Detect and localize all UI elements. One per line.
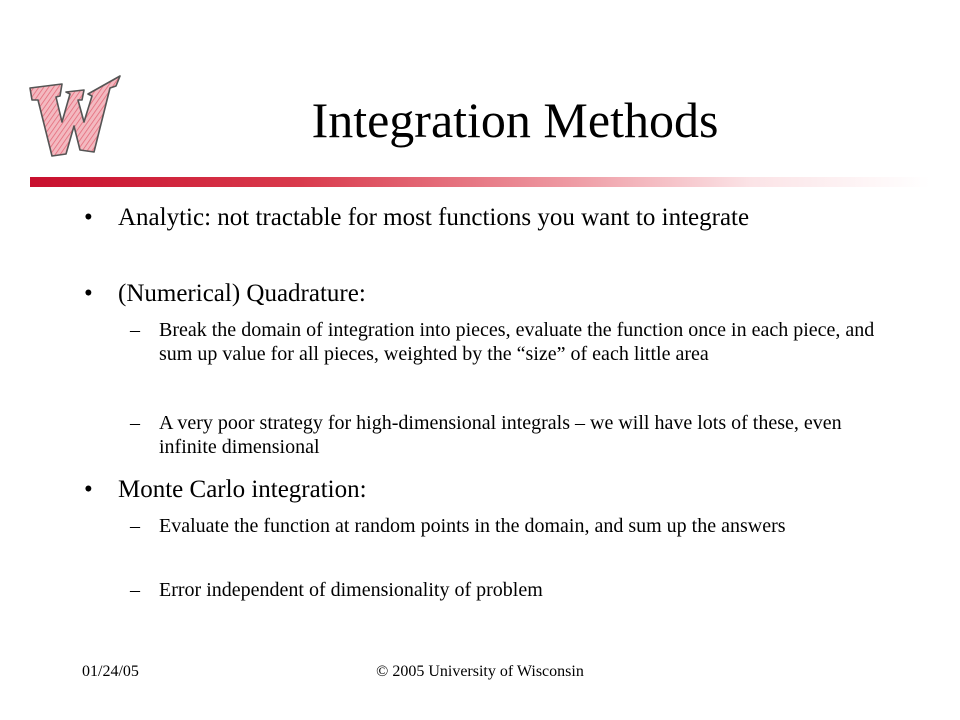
sub-bullet-marker: –	[130, 319, 140, 341]
bullet-marker: •	[84, 280, 93, 307]
sub-bullet-marker: –	[130, 515, 140, 537]
sub-bullet-marker: –	[130, 579, 140, 601]
bullet-item	[84, 474, 844, 506]
sub-bullet-item	[130, 411, 890, 459]
footer-date: 01/24/05	[82, 663, 139, 680]
sub-bullet-text: Error independent of dimensionality of problem	[159, 579, 543, 601]
bullet-marker: •	[84, 204, 93, 231]
sub-bullet-text: Break the domain of integration into pieces, evaluate the function once in each piece, and sum up value for all pieces, weighted by the “size” of each little area	[159, 319, 875, 365]
bullet-item	[84, 278, 844, 310]
bullet-text: Monte Carlo integration:	[118, 476, 367, 503]
bullet-text: Analytic: not tractable for most functions you want to integrate	[118, 204, 750, 231]
sub-bullet-item	[130, 514, 890, 538]
bullet-text: (Numerical) Quadrature:	[118, 280, 366, 307]
bullet-marker: •	[84, 476, 93, 503]
bullet-item	[84, 202, 844, 234]
sub-bullet-marker: –	[130, 412, 140, 434]
sub-bullet-item	[130, 578, 890, 602]
footer-copyright: © 2005 University of Wisconsin	[376, 663, 584, 680]
sub-bullet-text: Evaluate the function at random points in the domain, and sum up the answers	[159, 515, 786, 537]
sub-bullet-item	[130, 318, 890, 366]
slide-title: Integration Methods	[311, 92, 719, 148]
wisconsin-w-logo	[26, 70, 124, 162]
sub-bullet-text: A very poor strategy for high-dimensional integrals – we will have lots of these, even infinite dimensional	[159, 412, 842, 458]
title-underline	[30, 177, 930, 187]
